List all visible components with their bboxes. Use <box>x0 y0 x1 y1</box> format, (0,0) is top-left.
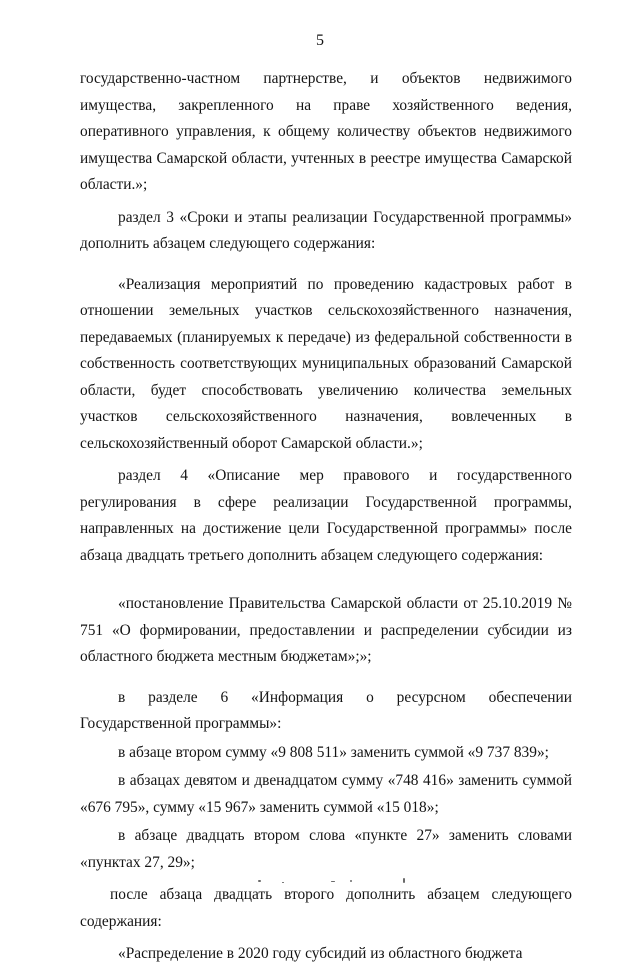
scan-artifact-mark <box>258 880 261 882</box>
scan-artifact-mark <box>403 878 405 883</box>
page-number: 5 <box>316 32 324 49</box>
paragraph-section-3: раздел 3 «Сроки и этапы реализации Государственной программы» дополнить абзацем следующего содержания: <box>80 208 572 252</box>
paragraph-amount-ninth-twelfth: в абзацах девятом и двенадцатом сумму «748 416» заменить суммой «676 795», сумму «15 967» заменить суммой «15 018»; <box>80 772 572 816</box>
scan-artifact-mark <box>331 881 335 882</box>
paragraph-section-4: раздел 4 «Описание мер правового и государственного регулирования в сфере реализации Государственной программы, направленных на достижение цели Государственной программы» после абзаца двадцать третьего дополнить абзацем следующего содержания: <box>80 467 572 564</box>
paragraph-words-twenty-second: в абзаце двадцать втором слова «пункте 27» заменить словами «пунктах 27, 29»; <box>80 827 572 871</box>
document-body <box>80 66 572 968</box>
paragraph-continuation: государственно-частном партнерстве, и объектов недвижимого имущества, закрепленного на праве хозяйственного ведения, оперативного управления, к общему количеству объектов недвижимого имущества Самарской области, учтенных в реестре имущества Самарской области.»; <box>80 70 572 193</box>
paragraph-quote-resolution: «постановление Правительства Самарской области от 25.10.2019 № 751 «О формировании, предоставлении и распределении субсидии из областного бюджета местным бюджетам»;»; <box>80 595 572 665</box>
scan-artifact-mark <box>282 882 284 883</box>
paragraph-section-6: в разделе 6 «Информация о ресурсном обеспечении Государственной программы»: <box>80 688 572 732</box>
paragraph-quote-cadastral: «Реализация мероприятий по проведению кадастровых работ в отношении земельных участков сельскохозяйственного назначения, передаваемых (планируемых к передаче) из федеральной собственности в собственность соответствующих муниципальных образований Самарской области, будет способствовать увеличению количества земельных участков сельскохозяйственного назначения, вовлеченных в сельскохозяйственный оборот Самарской области.»; <box>80 275 572 452</box>
paragraph-add-after-22: после абзаца двадцать второго дополнить абзацем следующего содержания: <box>80 886 572 930</box>
paragraph-distribution-start: «Распределение в 2020 году субсидий из областного бюджета <box>118 945 523 962</box>
scan-artifact-mark <box>350 880 352 882</box>
paragraph-amount-second: в абзаце втором сумму «9 808 511» заменить суммой «9 737 839»; <box>118 743 549 761</box>
